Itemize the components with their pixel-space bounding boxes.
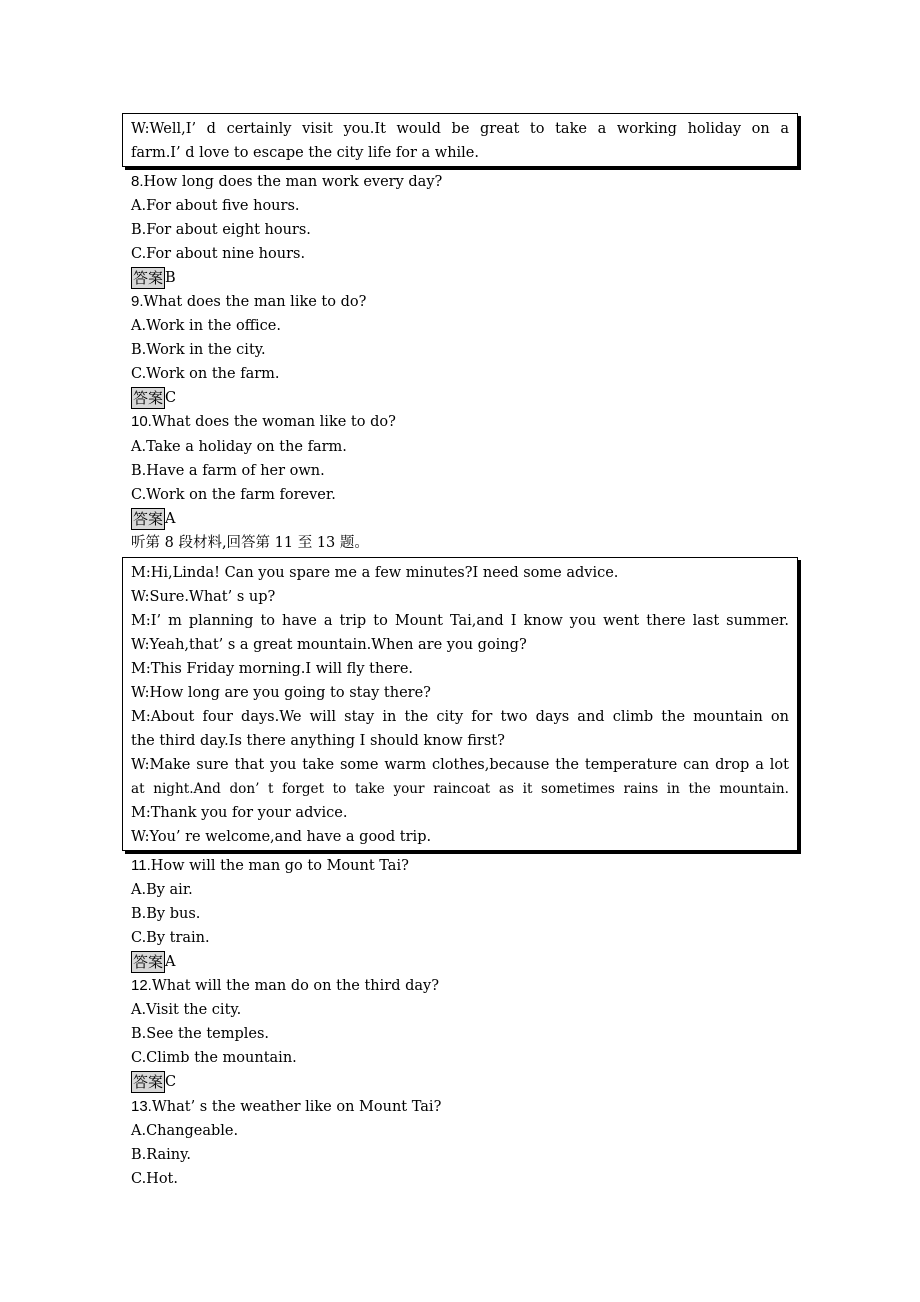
- question-number: 9.: [131, 293, 144, 310]
- option-a: A.For about five hours.: [131, 198, 300, 214]
- option-b: B.By bus.: [131, 906, 201, 922]
- answer-badge: 答案: [133, 953, 164, 971]
- answer-value: A: [165, 954, 176, 970]
- question-number: 10.: [131, 413, 152, 430]
- option-b: B.Have a farm of her own.: [131, 463, 325, 479]
- question-11: [131, 854, 409, 878]
- answer-row: [131, 950, 176, 974]
- question-8: [131, 170, 442, 194]
- answer-value: B: [165, 270, 176, 286]
- section-instruction: 听第 8 段材料,回答第 11 至 13 题。: [131, 535, 369, 551]
- question-text: What does the man like to do?: [143, 294, 367, 310]
- answer-badge: 答案: [133, 510, 164, 528]
- question-13: [131, 1095, 441, 1119]
- dialogue-line: W:Well,I’ d certainly visit you.It would be great to take a working holiday on a: [131, 121, 789, 137]
- question-text: What does the woman like to do?: [151, 414, 396, 430]
- answer-row: [131, 386, 176, 410]
- option-c: C.By train.: [131, 930, 210, 946]
- option-b: B.For about eight hours.: [131, 222, 311, 238]
- dialogue-line: M:This Friday morning.I will fly there.: [131, 661, 414, 677]
- dialogue-8-box: [122, 557, 798, 851]
- question-text: What’ s the weather like on Mount Tai?: [151, 1099, 442, 1115]
- dialogue-line: M:I’ m planning to have a trip to Mount Tai,and I know you went there last summer.: [131, 613, 789, 629]
- answer-badge: 答案: [133, 1073, 164, 1091]
- dialogue-line: M:Hi,Linda! Can you spare me a few minutes?I need some advice.: [131, 565, 619, 581]
- option-a: A.Visit the city.: [131, 1002, 242, 1018]
- question-number: 11.: [131, 857, 151, 874]
- question-12: [131, 974, 439, 998]
- option-c: C.Work on the farm forever.: [131, 487, 336, 503]
- option-a: A.Take a holiday on the farm.: [131, 439, 347, 455]
- answer-row: [131, 266, 176, 290]
- answer-row: [131, 1070, 176, 1094]
- question-10: [131, 410, 396, 434]
- question-text: How will the man go to Mount Tai?: [150, 858, 409, 874]
- dialogue-line: W:You’ re welcome,and have a good trip.: [131, 829, 432, 845]
- dialogue-line: W:Sure.What’ s up?: [131, 589, 276, 605]
- dialogue-line: W:Yeah,that’ s a great mountain.When are you going?: [131, 637, 527, 653]
- question-number: 8.: [131, 173, 144, 190]
- dialogue-line: W:How long are you going to stay there?: [131, 685, 431, 701]
- question-text: What will the man do on the third day?: [151, 978, 439, 994]
- option-c: C.For about nine hours.: [131, 246, 306, 262]
- dialogue-line: M:Thank you for your advice.: [131, 805, 348, 821]
- question-number: 12.: [131, 977, 152, 994]
- question-text: How long does the man work every day?: [143, 174, 443, 190]
- dialogue-line: farm.I’ d love to escape the city life for a while.: [131, 145, 479, 161]
- option-c: C.Work on the farm.: [131, 366, 280, 382]
- answer-value: C: [165, 1074, 177, 1090]
- option-a: A.By air.: [131, 882, 193, 898]
- dialogue-7-box: [122, 113, 798, 167]
- dialogue-line: at night.And don’ t forget to take your raincoat as it sometimes rains in the mountain.: [131, 781, 789, 797]
- option-c: C.Hot.: [131, 1171, 178, 1187]
- option-b: B.Work in the city.: [131, 342, 266, 358]
- question-number: 13.: [131, 1098, 152, 1115]
- answer-value: A: [165, 511, 176, 527]
- option-c: C.Climb the mountain.: [131, 1050, 297, 1066]
- dialogue-line: M:About four days.We will stay in the city for two days and climb the mountain on: [131, 709, 789, 725]
- option-b: B.See the temples.: [131, 1026, 270, 1042]
- option-a: A.Changeable.: [131, 1123, 239, 1139]
- answer-row: [131, 507, 176, 531]
- option-a: A.Work in the office.: [131, 318, 281, 334]
- question-9: [131, 290, 366, 314]
- dialogue-line: the third day.Is there anything I should know first?: [131, 733, 505, 749]
- option-b: B.Rainy.: [131, 1147, 192, 1163]
- answer-value: C: [165, 390, 177, 406]
- answer-badge: 答案: [133, 389, 164, 407]
- dialogue-line: W:Make sure that you take some warm clothes,because the temperature can drop a lot: [131, 757, 789, 773]
- answer-badge: 答案: [133, 269, 164, 287]
